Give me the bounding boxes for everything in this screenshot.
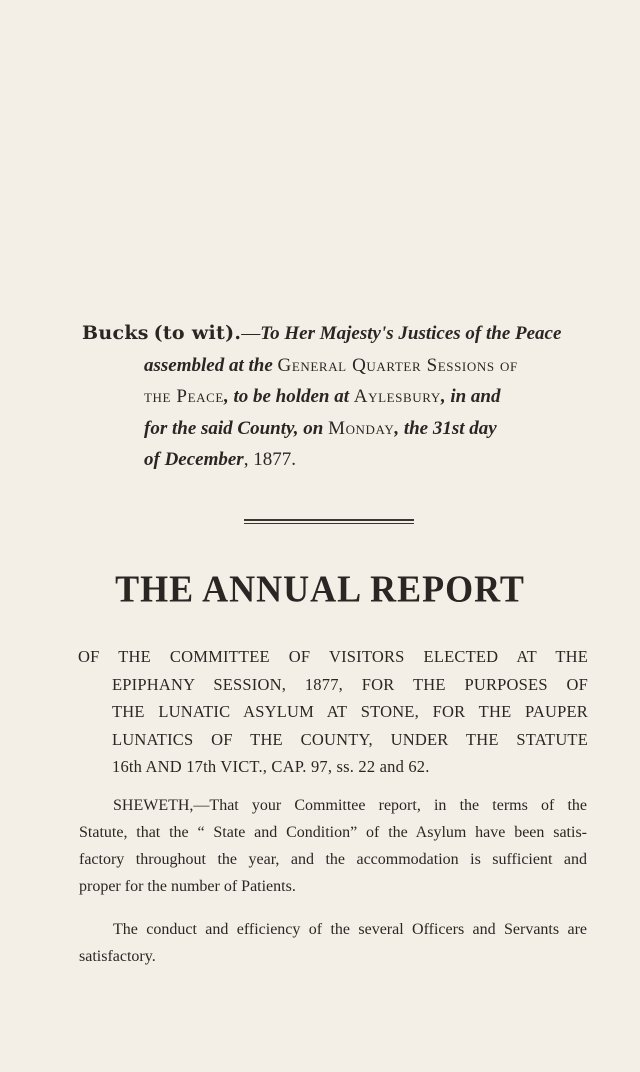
committee-statement xyxy=(78,643,588,781)
divider-rule-top xyxy=(244,519,414,521)
paragraph-sheweth xyxy=(79,792,587,900)
heading-line-2: assembled at the General Quarter Sessions of xyxy=(144,354,518,376)
heading-line-1 xyxy=(82,318,592,350)
committee-line: EPIPHANY SESSION, 1877, FOR THE PURPOSES OF xyxy=(112,674,588,694)
paragraph-line: satisfactory. xyxy=(79,948,156,965)
committee-line: THE LUNATIC ASYLUM AT STONE, FOR THE PAUPER xyxy=(112,702,588,721)
heading-address: To Her Majesty's Justices of the Peace xyxy=(260,323,562,344)
heading-line-3: the Peace, to be holden at Aylesbury, in and xyxy=(144,386,501,407)
heading-line-4: for the said County, on Monday, the 31st day xyxy=(144,417,497,439)
committee-line: 16th AND 17th VICT., CAP. 97, ss. 22 and 62. xyxy=(112,757,430,776)
report-title: THE ANNUAL REPORT xyxy=(115,568,525,610)
paragraph-line: Statute, that the “ State and Condition” of the Asylum have been satis- xyxy=(79,824,587,841)
divider-rule-bottom xyxy=(244,523,414,525)
paragraph-line: SHEWETH,—That your Committee report, in the terms of the xyxy=(113,797,587,814)
heading-line-5: of December, 1877. xyxy=(144,449,296,470)
county-name: Bucks xyxy=(82,322,149,344)
heading-dash: — xyxy=(241,323,261,344)
to-wit: (to wit). xyxy=(153,322,242,344)
paragraph-line: proper for the number of Patients. xyxy=(79,878,296,895)
committee-line: LUNATICS OF THE COUNTY, UNDER THE STATUTE xyxy=(112,729,588,749)
paragraph-line: The conduct and efficiency of the several Officers and Servants are xyxy=(113,921,587,938)
paragraph-line: factory throughout the year, and the accommodation is sufficient and xyxy=(79,851,587,868)
committee-line: OF THE COMMITTEE OF VISITORS ELECTED AT THE xyxy=(78,647,588,666)
double-rule-divider xyxy=(244,519,414,526)
paragraph-conduct xyxy=(79,916,587,970)
address-heading xyxy=(82,318,592,476)
